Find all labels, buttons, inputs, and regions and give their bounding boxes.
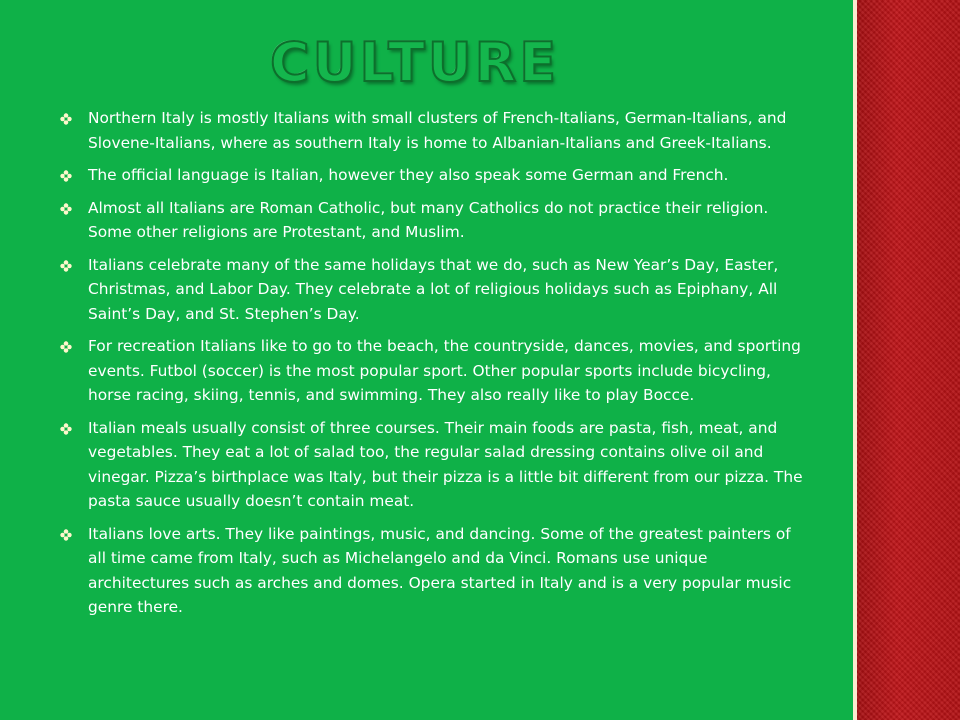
- bullet-item: [60, 106, 812, 155]
- bullet-text: For recreation Italians like to go to the beach, the countryside, dances, movies, and sporting events. Futbol (soccer) is the most popular sport. Other popular sports include bicycling, horse racing, skiing, tennis, and swimming. They also really like to play Bocce.: [88, 337, 801, 404]
- bullet-text: Italian meals usually consist of three courses. Their main foods are pasta, fish, meat, and vegetables. They eat a lot of salad too, the regular salad dressing contains olive oil and vinegar. Pizza’s birthplace was Italy, but their pizza is a little bit different from our pizza. The pasta sauce usually doesn’t contain meat.: [88, 418, 803, 510]
- bullet-text: Italians celebrate many of the same holidays that we do, such as New Year’s Day, Easter, Christmas, and Labor Day. They celebrate a lot of religious holidays such as Epiphany, All Saint’s Day, and St. Stephen’s Day.: [88, 255, 779, 323]
- four-petal-flower-icon: [60, 113, 72, 125]
- slide-title: CULTURE: [270, 31, 560, 94]
- bullet-item: [60, 253, 812, 327]
- bullet-item: [60, 334, 812, 408]
- bullet-list: [60, 106, 812, 628]
- divider-line: [853, 0, 857, 720]
- four-petal-flower-icon: [60, 529, 72, 541]
- four-petal-flower-icon: [60, 203, 72, 215]
- bullet-item: [60, 522, 812, 620]
- four-petal-flower-icon: [60, 423, 72, 435]
- bullet-text: Italians love arts. They like paintings, music, and dancing. Some of the greatest painters of all time came from Italy, such as Michelangelo and da Vinci. Romans use unique architectures such as arches and domes. Opera started in Italy and is a very popular music genre there.: [88, 524, 792, 616]
- bullet-item: [60, 196, 812, 245]
- bullet-item: [60, 416, 812, 514]
- bullet-item: [60, 163, 812, 188]
- four-petal-flower-icon: [60, 260, 72, 272]
- bullet-text: Almost all Italians are Roman Catholic, but many Catholics do not practice their religion. Some other religions are Protestant, and Muslim.: [88, 198, 769, 241]
- bullet-text: The official language is Italian, however they also speak some German and French.: [88, 166, 729, 184]
- four-petal-flower-icon: [60, 170, 72, 182]
- four-petal-flower-icon: [60, 341, 72, 353]
- red-side-band: [856, 0, 960, 720]
- bullet-text: Northern Italy is mostly Italians with small clusters of French-Italians, German-Italians, and Slovene-Italians, where as southern Italy is home to Albanian-Italians and Greek-Italians.: [88, 109, 787, 152]
